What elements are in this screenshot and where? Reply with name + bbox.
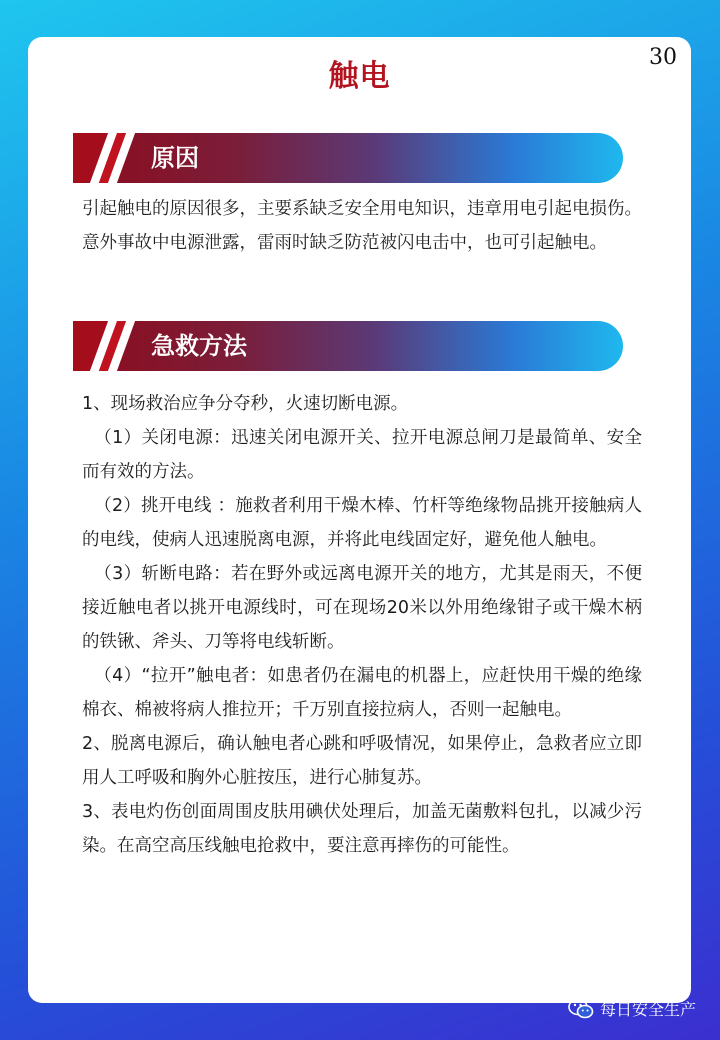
wechat-icon xyxy=(568,998,594,1020)
watermark-text: 每日安全生产 xyxy=(599,1000,696,1019)
first-aid-text xyxy=(82,387,642,863)
page-title: 触电 xyxy=(328,59,391,94)
section-title: 原因 xyxy=(151,144,199,172)
paragraph: 引起触电的原因很多，主要系缺乏安全用电知识，违章用电引起电损伤。意外事故中电源泄露，雷雨时缺乏防范被闪电击中，也可引起触电。 xyxy=(82,199,642,253)
step-1-3: （3）斩断电路：若在野外或远离电源开关的地方，尤其是雨天，不便接近触电者以挑开电源线时，可在现场20米以外用绝缘钳子或干燥木柄的铁锹、斧头、刀等将电线斩断。 xyxy=(82,564,642,652)
step-1-4: （4）“拉开”触电者：如患者仍在漏电的机器上，应赶快用干燥的绝缘棉衣、棉被将病人推拉开；千万别直接拉病人，否则一起触电。 xyxy=(82,666,642,720)
step-3: 3、表电灼伤创面周围皮肤用碘伏处理后，加盖无菌敷料包扎，以减少污染。在高空高压线触电抢救中，要注意再摔伤的可能性。 xyxy=(82,802,642,856)
page-number: 30 xyxy=(649,45,677,70)
content-card xyxy=(28,37,691,1003)
cause-text xyxy=(82,192,642,260)
step-1-1: （1）关闭电源：迅速关闭电源开关、拉开电源总闸刀是最简单、安全而有效的方法。 xyxy=(82,428,642,482)
step-2: 2、脱离电源后，确认触电者心跳和呼吸情况，如果停止，急救者应立即用人工呼吸和胸外心脏按压，进行心肺复苏。 xyxy=(82,734,642,788)
step-1: 1、现场救治应争分夺秒，火速切断电源。 xyxy=(82,394,409,414)
section-header-first-aid xyxy=(73,321,623,371)
step-1-2: （2）挑开电线 ：施救者利用干燥木棒、竹杆等绝缘物品挑开接触病人的电线，使病人迅速脱离电源，并将此电线固定好，避免他人触电。 xyxy=(82,496,642,550)
section-header-cause xyxy=(73,133,623,183)
watermark xyxy=(568,997,696,1020)
section-title: 急救方法 xyxy=(151,332,247,360)
